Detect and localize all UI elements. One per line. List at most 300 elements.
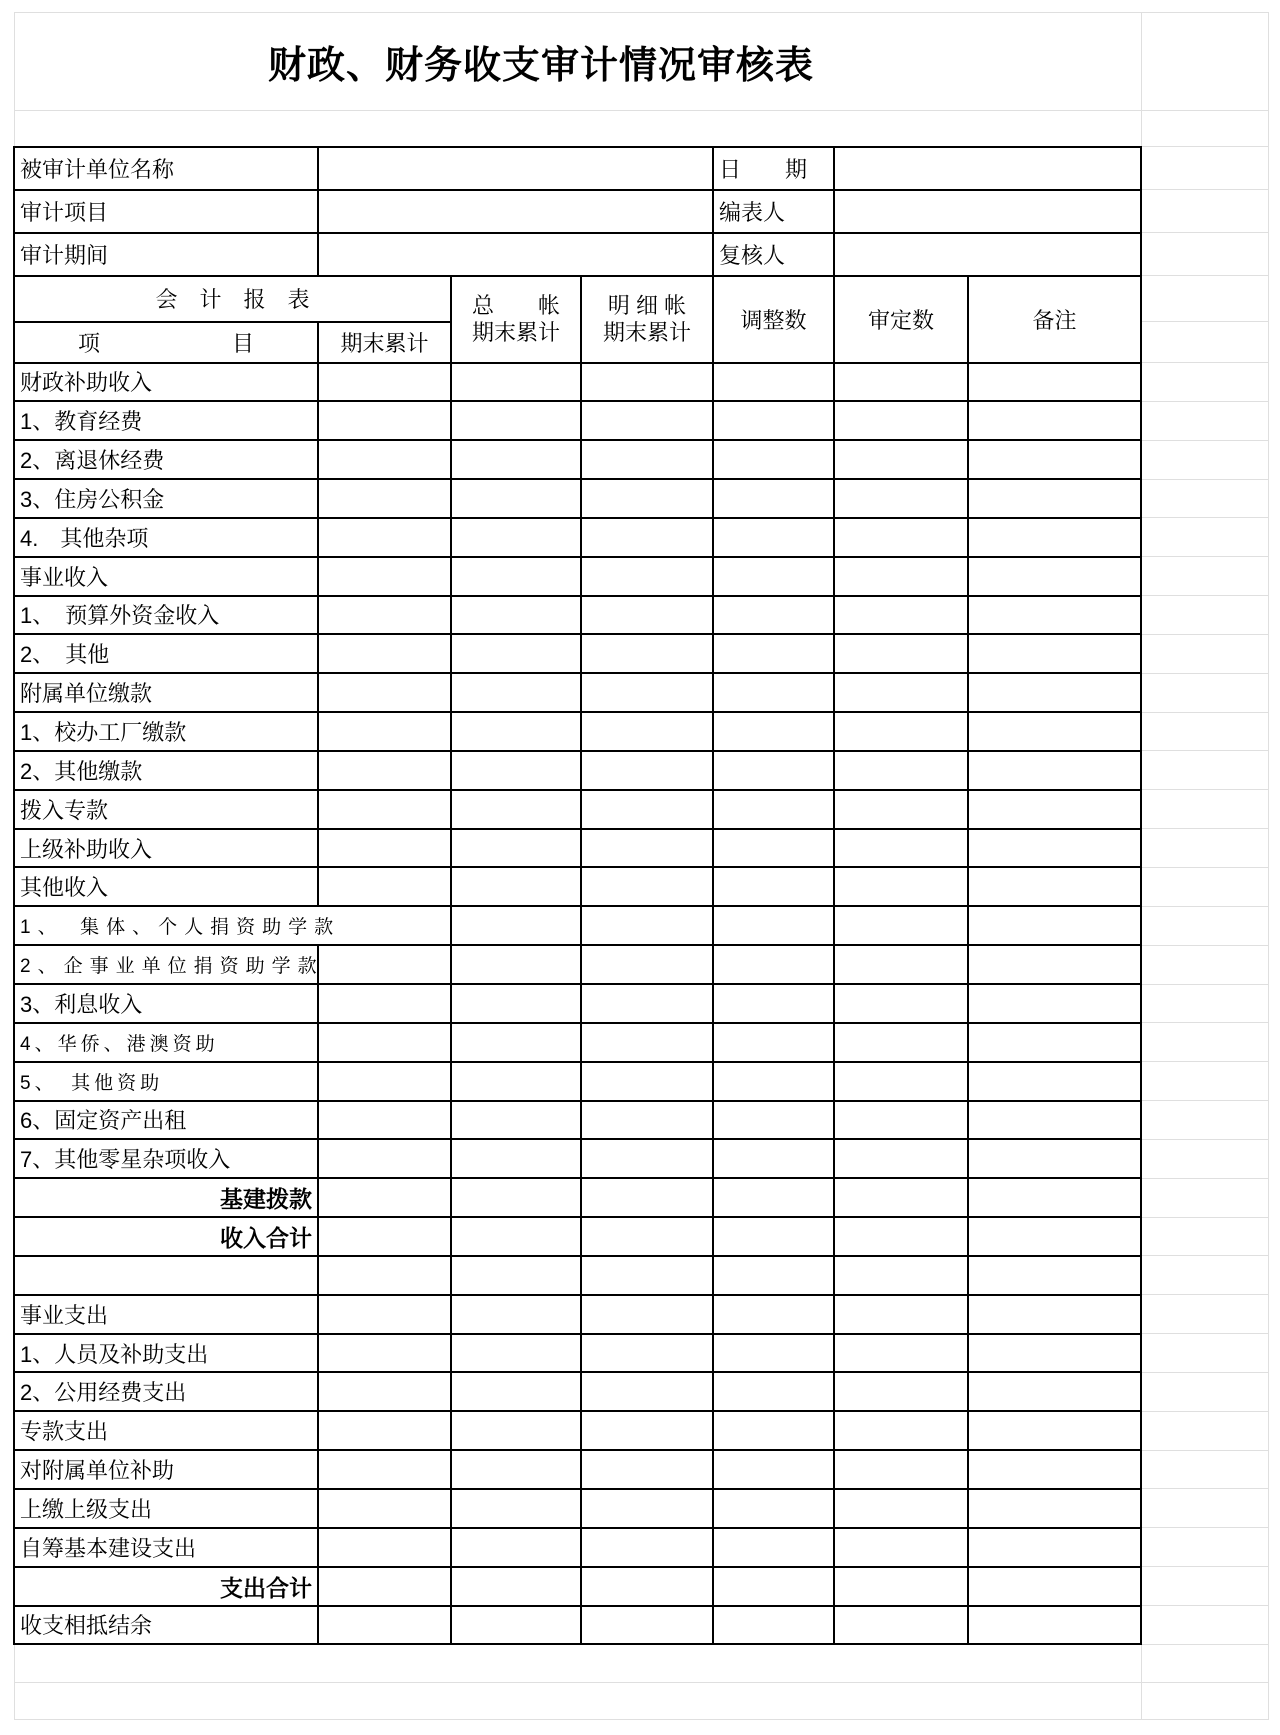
table-row: [14, 1334, 1268, 1373]
data-cell: [318, 363, 451, 402]
reviewer-label: 复核人: [713, 233, 834, 276]
data-cell: [968, 1139, 1141, 1178]
date-label: 日 期: [713, 147, 834, 190]
data-cell: [713, 1334, 834, 1373]
margin-cell: [1141, 1178, 1268, 1217]
data-cell: [968, 634, 1141, 673]
row-label: 2、其他缴款: [14, 751, 318, 790]
data-cell: [318, 945, 451, 984]
row-label: 附属单位缴款: [14, 673, 318, 712]
data-cell: [581, 829, 713, 868]
data-cell: [581, 1411, 713, 1450]
data-cell: [968, 1567, 1141, 1606]
margin-cell: [1141, 1528, 1268, 1567]
row-label: 2、企事业单位捐资助学款: [14, 945, 318, 984]
row-label: 自筹基本建设支出: [14, 1528, 318, 1567]
table-row: [14, 906, 1268, 945]
data-cell: [581, 401, 713, 440]
data-cell: [318, 557, 451, 596]
header-general-ledger-line2: 期末累计: [471, 320, 560, 345]
data-cell: [834, 1606, 968, 1645]
data-cell: [713, 557, 834, 596]
data-cell: [968, 1372, 1141, 1411]
data-cell: [968, 1450, 1141, 1489]
data-cell: [451, 1606, 581, 1645]
data-cell: [834, 1178, 968, 1217]
data-cell: [318, 1372, 451, 1411]
margin-cell: [1141, 1062, 1268, 1101]
table-row: [14, 518, 1268, 557]
row-label: 专款支出: [14, 1411, 318, 1450]
data-cell: [834, 712, 968, 751]
margin-cell: [1141, 867, 1268, 906]
data-cell: [834, 1334, 968, 1373]
margin-cell: [1141, 322, 1268, 363]
margin-cell: [1141, 190, 1268, 233]
data-cell: [581, 1139, 713, 1178]
row-label: [14, 1256, 318, 1295]
data-cell: [968, 479, 1141, 518]
data-cell: [318, 751, 451, 790]
table-row: [14, 1178, 1268, 1217]
data-cell: [318, 634, 451, 673]
data-cell: [713, 1062, 834, 1101]
margin-cell: [1141, 440, 1268, 479]
data-cell: [713, 634, 834, 673]
data-cell: [713, 1256, 834, 1295]
data-cell: [318, 1450, 451, 1489]
data-cell: [834, 401, 968, 440]
data-cell: [581, 1334, 713, 1373]
data-cell: [834, 479, 968, 518]
data-cell: [834, 518, 968, 557]
data-cell: [451, 1489, 581, 1528]
data-cell: [968, 557, 1141, 596]
data-cell: [451, 945, 581, 984]
data-cell: [968, 1101, 1141, 1140]
filler-row: [14, 1682, 1268, 1719]
data-cell: [581, 1567, 713, 1606]
data-cell: [713, 1139, 834, 1178]
row-label: 1、 集体、个人捐资助学款: [14, 906, 451, 945]
reviewer-field: [834, 233, 1141, 276]
data-cell: [834, 1567, 968, 1606]
data-cell: [713, 1295, 834, 1334]
header-period-total: 期末累计: [318, 322, 451, 363]
row-label: 财政补助收入: [14, 363, 318, 402]
margin-cell: [1141, 1139, 1268, 1178]
margin-cell: [1141, 1101, 1268, 1140]
data-cell: [713, 401, 834, 440]
data-cell: [713, 596, 834, 635]
data-cell: [581, 1256, 713, 1295]
data-cell: [713, 906, 834, 945]
row-label: 上级补助收入: [14, 829, 318, 868]
table-row: [14, 440, 1268, 479]
data-cell: [834, 984, 968, 1023]
header-approved: 审定数: [834, 276, 968, 363]
preparer-field: [834, 190, 1141, 233]
data-cell: [451, 1023, 581, 1062]
data-cell: [968, 1178, 1141, 1217]
data-cell: [968, 401, 1141, 440]
data-cell: [581, 1062, 713, 1101]
data-cell: [581, 596, 713, 635]
data-cell: [581, 1101, 713, 1140]
data-cell: [318, 1528, 451, 1567]
table-row: [14, 1411, 1268, 1450]
margin-cell: [1141, 111, 1268, 147]
data-cell: [451, 1139, 581, 1178]
data-cell: [318, 1489, 451, 1528]
data-cell: [451, 1295, 581, 1334]
margin-cell: [1141, 1256, 1268, 1295]
margin-cell: [1141, 634, 1268, 673]
header-row-group: [14, 276, 1268, 322]
table-row: [14, 1567, 1268, 1606]
margin-cell: [1141, 712, 1268, 751]
data-cell: [451, 673, 581, 712]
data-cell: [318, 829, 451, 868]
data-cell: [834, 790, 968, 829]
header-subsidiary-ledger-line1: 明 细 帐: [607, 293, 687, 318]
row-label: 1、校办工厂缴款: [14, 712, 318, 751]
row-label: 4、华侨、港澳资助: [14, 1023, 318, 1062]
audited-unit-name-label: 被审计单位名称: [14, 147, 318, 190]
data-cell: [451, 557, 581, 596]
data-cell: [968, 440, 1141, 479]
data-cell: [581, 712, 713, 751]
data-cell: [451, 1334, 581, 1373]
margin-cell: [1141, 596, 1268, 635]
data-cell: [451, 790, 581, 829]
data-cell: [968, 751, 1141, 790]
data-cell: [318, 440, 451, 479]
table-row: [14, 945, 1268, 984]
audit-form-table: [13, 12, 1269, 1720]
data-cell: [451, 906, 581, 945]
data-cell: [713, 440, 834, 479]
data-cell: [451, 401, 581, 440]
data-cell: [318, 867, 451, 906]
data-cell: [713, 1217, 834, 1256]
data-cell: [713, 1411, 834, 1450]
data-cell: [713, 479, 834, 518]
data-cell: [834, 906, 968, 945]
table-row: [14, 401, 1268, 440]
data-cell: [318, 1256, 451, 1295]
data-cell: [834, 1062, 968, 1101]
margin-cell: [1141, 829, 1268, 868]
table-row: [14, 1139, 1268, 1178]
data-cell: [713, 363, 834, 402]
title-row: [14, 13, 1268, 111]
margin-cell: [1141, 1023, 1268, 1062]
header-subsidiary-ledger: [581, 276, 713, 363]
data-cell: [318, 518, 451, 557]
table-row: [14, 673, 1268, 712]
margin-cell: [1141, 1682, 1268, 1719]
data-cell: [713, 518, 834, 557]
data-cell: [834, 751, 968, 790]
audit-period-field: [318, 233, 713, 276]
data-cell: [318, 790, 451, 829]
data-cell: [451, 596, 581, 635]
table-row: [14, 829, 1268, 868]
table-row: [14, 1023, 1268, 1062]
data-cell: [713, 673, 834, 712]
row-label: 其他收入: [14, 867, 318, 906]
row-label: 6、固定资产出租: [14, 1101, 318, 1140]
data-cell: [713, 790, 834, 829]
data-cell: [318, 1178, 451, 1217]
audit-project-field: [318, 190, 713, 233]
margin-cell: [1141, 906, 1268, 945]
data-cell: [581, 751, 713, 790]
margin-cell: [1141, 479, 1268, 518]
margin-cell: [1141, 13, 1268, 111]
table-row: [14, 1217, 1268, 1256]
data-cell: [713, 1450, 834, 1489]
filler-cell: [14, 1644, 1141, 1682]
data-cell: [318, 984, 451, 1023]
margin-cell: [1141, 1295, 1268, 1334]
data-cell: [968, 906, 1141, 945]
data-cell: [713, 1023, 834, 1062]
data-cell: [451, 751, 581, 790]
data-cell: [581, 1450, 713, 1489]
table-row: [14, 1489, 1268, 1528]
data-cell: [451, 1528, 581, 1567]
data-cell: [581, 1023, 713, 1062]
data-cell: [318, 1411, 451, 1450]
data-cell: [581, 440, 713, 479]
table-row: [14, 1372, 1268, 1411]
data-cell: [451, 1256, 581, 1295]
data-cell: [318, 1139, 451, 1178]
row-label: 1、 预算外资金收入: [14, 596, 318, 635]
filler-cell: [14, 1682, 1141, 1719]
table-row: [14, 1256, 1268, 1295]
table-row: [14, 984, 1268, 1023]
row-label: 1、人员及补助支出: [14, 1334, 318, 1373]
data-cell: [451, 1062, 581, 1101]
data-cell: [968, 790, 1141, 829]
info-row-period: [14, 233, 1268, 276]
filler-row: [14, 1644, 1268, 1682]
header-general-ledger-line1: 总 帐: [471, 293, 560, 318]
data-cell: [713, 1489, 834, 1528]
data-cell: [451, 1450, 581, 1489]
table-row: [14, 634, 1268, 673]
data-cell: [451, 1217, 581, 1256]
table-row: [14, 1062, 1268, 1101]
row-label: 2、公用经费支出: [14, 1372, 318, 1411]
row-label: 7、其他零星杂项收入: [14, 1139, 318, 1178]
table-row: [14, 1295, 1268, 1334]
data-cell: [318, 1101, 451, 1140]
data-cell: [968, 867, 1141, 906]
row-label: 2、 其他: [14, 634, 318, 673]
data-cell: [451, 1567, 581, 1606]
data-cell: [318, 1606, 451, 1645]
data-cell: [713, 1606, 834, 1645]
table-row: [14, 1450, 1268, 1489]
data-cell: [581, 1489, 713, 1528]
title-cell: [14, 13, 1141, 111]
data-cell: [581, 634, 713, 673]
margin-cell: [1141, 1606, 1268, 1645]
header-remarks: 备注: [968, 276, 1141, 363]
data-cell: [968, 1256, 1141, 1295]
data-cell: [968, 1295, 1141, 1334]
data-cell: [318, 401, 451, 440]
header-general-ledger: [451, 276, 581, 363]
data-cell: [318, 1295, 451, 1334]
data-cell: [713, 1178, 834, 1217]
data-cell: [318, 1023, 451, 1062]
data-cell: [318, 1062, 451, 1101]
header-accounting-report: 会 计 报 表: [14, 276, 451, 322]
data-cell: [834, 1139, 968, 1178]
data-cell: [451, 1411, 581, 1450]
data-cell: [451, 1101, 581, 1140]
row-label: 收支相抵结余: [14, 1606, 318, 1645]
row-label: 事业收入: [14, 557, 318, 596]
spacer-row: [14, 111, 1268, 147]
data-cell: [581, 790, 713, 829]
data-cell: [968, 829, 1141, 868]
data-cell: [968, 984, 1141, 1023]
table-row: [14, 1101, 1268, 1140]
table-row: [14, 1606, 1268, 1645]
margin-cell: [1141, 1372, 1268, 1411]
row-label: 4. 其他杂项: [14, 518, 318, 557]
row-label: 对附属单位补助: [14, 1450, 318, 1489]
data-cell: [451, 518, 581, 557]
data-cell: [968, 1062, 1141, 1101]
row-label: 3、利息收入: [14, 984, 318, 1023]
table-row: [14, 1528, 1268, 1567]
data-cell: [581, 984, 713, 1023]
row-label: 2、离退休经费: [14, 440, 318, 479]
data-cell: [968, 363, 1141, 402]
margin-cell: [1141, 276, 1268, 322]
data-cell: [713, 1372, 834, 1411]
data-cell: [713, 712, 834, 751]
margin-cell: [1141, 673, 1268, 712]
info-row-unit: [14, 147, 1268, 190]
data-cell: [834, 1023, 968, 1062]
data-cell: [581, 1372, 713, 1411]
row-label: 支出合计: [14, 1567, 318, 1606]
data-cell: [713, 751, 834, 790]
row-label: 1、教育经费: [14, 401, 318, 440]
data-cell: [713, 945, 834, 984]
data-cell: [451, 363, 581, 402]
data-cell: [713, 867, 834, 906]
data-cell: [581, 557, 713, 596]
margin-cell: [1141, 1567, 1268, 1606]
header-subsidiary-ledger-line2: 期末累计: [602, 320, 691, 345]
data-cell: [834, 1217, 968, 1256]
row-label: 3、住房公积金: [14, 479, 318, 518]
data-cell: [451, 1372, 581, 1411]
data-cell: [318, 1217, 451, 1256]
header-item: 项 目: [14, 322, 318, 363]
table-row: [14, 596, 1268, 635]
data-cell: [581, 945, 713, 984]
data-cell: [968, 673, 1141, 712]
data-cell: [451, 479, 581, 518]
data-cell: [581, 867, 713, 906]
table-row: [14, 557, 1268, 596]
data-cell: [581, 1606, 713, 1645]
audit-period-label: 审计期间: [14, 233, 318, 276]
data-cell: [581, 518, 713, 557]
data-cell: [834, 945, 968, 984]
data-cell: [451, 867, 581, 906]
margin-cell: [1141, 790, 1268, 829]
data-cell: [581, 906, 713, 945]
row-label: 上缴上级支出: [14, 1489, 318, 1528]
margin-cell: [1141, 1334, 1268, 1373]
table-row: [14, 479, 1268, 518]
data-cell: [581, 1178, 713, 1217]
data-cell: [834, 1411, 968, 1450]
row-label: 拨入专款: [14, 790, 318, 829]
data-cell: [581, 1217, 713, 1256]
margin-cell: [1141, 233, 1268, 276]
data-cell: [834, 867, 968, 906]
table-row: [14, 751, 1268, 790]
margin-cell: [1141, 1489, 1268, 1528]
margin-cell: [1141, 1450, 1268, 1489]
data-cell: [318, 1334, 451, 1373]
data-cell: [834, 557, 968, 596]
data-cell: [451, 984, 581, 1023]
margin-cell: [1141, 363, 1268, 402]
data-cell: [581, 1295, 713, 1334]
row-label: 事业支出: [14, 1295, 318, 1334]
margin-cell: [1141, 518, 1268, 557]
table-row: [14, 363, 1268, 402]
data-cell: [968, 1023, 1141, 1062]
data-cell: [713, 829, 834, 868]
data-cell: [451, 1178, 581, 1217]
spacer-cell: [14, 111, 1141, 147]
data-cell: [834, 1489, 968, 1528]
data-cell: [968, 1528, 1141, 1567]
data-cell: [581, 363, 713, 402]
margin-cell: [1141, 1217, 1268, 1256]
data-cell: [318, 479, 451, 518]
data-cell: [318, 596, 451, 635]
margin-cell: [1141, 1411, 1268, 1450]
header-adjustment: 调整数: [713, 276, 834, 363]
data-cell: [834, 1295, 968, 1334]
data-cell: [968, 1606, 1141, 1645]
data-cell: [318, 712, 451, 751]
margin-cell: [1141, 984, 1268, 1023]
data-cell: [834, 1450, 968, 1489]
margin-cell: [1141, 557, 1268, 596]
table-row: [14, 790, 1268, 829]
data-cell: [968, 1489, 1141, 1528]
data-cell: [451, 712, 581, 751]
data-cell: [834, 673, 968, 712]
margin-cell: [1141, 945, 1268, 984]
